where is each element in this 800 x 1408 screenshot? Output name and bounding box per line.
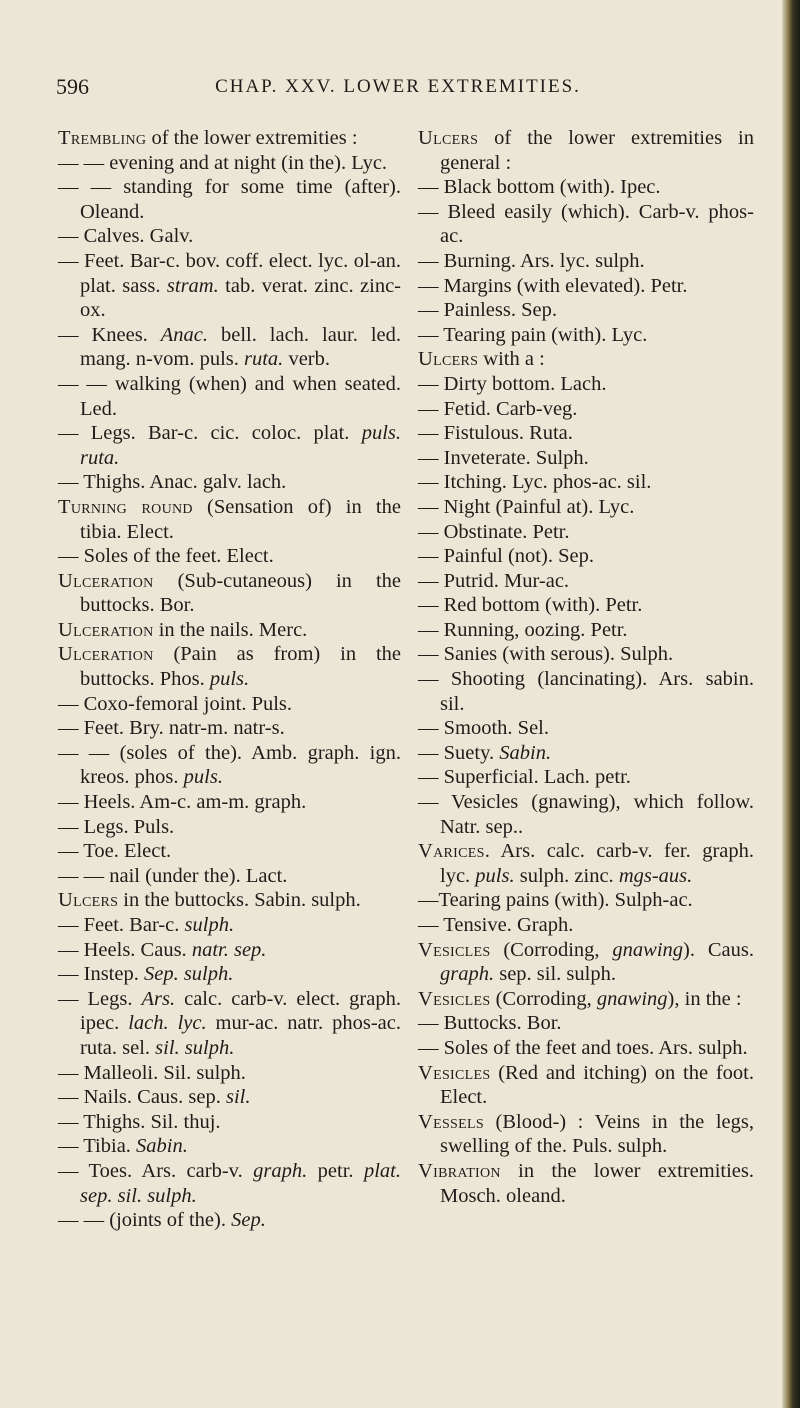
entry-text: — Putrid. Mur-ac. [418, 569, 570, 592]
entry-text: (Corroding, [490, 938, 613, 961]
index-entry [418, 495, 754, 520]
index-entry [58, 618, 401, 643]
entry-text: — Heels. Am-c. am-m. graph. [58, 791, 307, 814]
index-entry [58, 126, 401, 151]
entry-heading: Vesicles [418, 938, 491, 961]
entry-italic: natr. sep. [191, 938, 267, 961]
entry-text: verb. [283, 348, 330, 371]
entry-text: — Soles of the feet. Elect. [58, 545, 274, 568]
index-entry [58, 323, 401, 372]
entry-italic: Sabin. [136, 1135, 188, 1158]
page-edge-shadow [782, 0, 800, 1408]
index-entry [418, 274, 754, 299]
entry-text: — Vesicles (gnawing), which follow. Natr. sep.. [418, 791, 754, 838]
entry-text: — Legs. Puls. [58, 815, 175, 838]
index-entry [58, 938, 401, 963]
entry-text: (Corroding, [490, 987, 597, 1010]
index-entry [58, 987, 401, 1061]
index-entry [58, 962, 401, 987]
index-entry [418, 298, 754, 323]
entry-italic: Sep. sulph. [143, 963, 234, 986]
page-header [48, 72, 748, 112]
entry-heading: Vesicles [418, 987, 491, 1010]
entry-text: — Obstinate. Petr. [418, 520, 570, 543]
index-entry [58, 249, 401, 323]
entry-text: — Feet. Bry. natr-m. natr-s. [58, 717, 285, 740]
entry-text: — Nails. Caus. sep. [58, 1086, 226, 1109]
entry-italic: Anac. [160, 323, 209, 346]
entry-text: of the lower extremities in general : [440, 127, 754, 174]
index-entry [418, 249, 754, 274]
entry-text: of the lower extremities : [146, 127, 358, 149]
index-entry [58, 569, 401, 618]
index-entry [418, 446, 754, 471]
index-entry [58, 864, 401, 889]
entry-text: Ars. calc. carb-v. fer. graph. lyc. [440, 840, 754, 887]
entry-text: — Fetid. Carb-veg. [418, 397, 578, 420]
index-entry [418, 839, 754, 888]
index-entry [58, 692, 401, 717]
entry-italic: ruta. [244, 348, 284, 371]
entry-text: — Feet. Bar-c. [58, 914, 185, 936]
entry-text: in the nails. Merc. [153, 618, 308, 641]
index-entry [418, 175, 754, 200]
index-entry [418, 323, 754, 348]
entry-text: — Thighs. Sil. thuj. [58, 1110, 221, 1133]
entry-text: — Black bottom (with). Ipec. [418, 176, 661, 199]
index-entry [418, 1159, 754, 1208]
entry-text: (Sub-cutaneous) in the buttocks. Bor. [80, 569, 401, 617]
entry-heading: Ulcers [418, 127, 479, 149]
entry-text: (Sensation of) in the tibia. Elect. [80, 495, 401, 543]
entry-text: — Smooth. Sel. [418, 717, 549, 740]
entry-italic: gnawing [596, 987, 668, 1010]
entry-italic: sil. [225, 1086, 251, 1109]
entry-heading: Vibration [418, 1159, 501, 1182]
index-entry [418, 642, 754, 667]
entry-italic: gnawing [612, 938, 684, 961]
index-entry [418, 520, 754, 545]
index-entry [418, 470, 754, 495]
index-entry [418, 1036, 754, 1061]
index-entry [418, 1061, 754, 1110]
entry-text: — Instep. [58, 963, 144, 986]
entry-text: in the lower extremities. Mosch. oleand. [440, 1159, 754, 1207]
entry-text: — Burning. Ars. lyc. sulph. [418, 249, 645, 272]
entry-text: — Suety. [418, 741, 500, 764]
index-entry [58, 642, 401, 691]
index-entry [58, 815, 401, 840]
entry-text: calc. carb-v. elect. graph. ipec. [80, 987, 401, 1035]
entry-text: sulph. zinc. [514, 864, 619, 887]
entry-text: — — standing for some time (after). Oleand. [58, 176, 401, 223]
index-entry [418, 347, 754, 372]
index-entry [58, 421, 401, 470]
index-entry [418, 618, 754, 643]
entry-italic: Sep. [231, 1209, 266, 1232]
entry-italic: mgs-aus. [618, 864, 693, 887]
entry-text: — Legs. Bar-c. cic. coloc. plat. [58, 422, 362, 445]
entry-heading: Turning round [58, 495, 193, 518]
index-entry [418, 1011, 754, 1036]
entry-text: sep. sil. sulph. [494, 963, 616, 986]
entry-heading: Ulceration [58, 643, 154, 666]
entry-italic: sulph. [184, 914, 235, 936]
entry-text: — Soles of the feet and toes. Ars. sulph. [418, 1036, 748, 1059]
entry-text: in the buttocks. Sabin. sulph. [118, 889, 361, 912]
entry-heading: Ulceration [58, 569, 154, 592]
entry-text: — Legs. [58, 987, 142, 1010]
index-entry [418, 765, 754, 790]
index-entry [58, 716, 401, 741]
index-entry [58, 1208, 401, 1233]
entry-text: (Red and itching) on the foot. Elect. [440, 1061, 754, 1109]
entry-text: tab. verat. zinc. zinc-ox. [80, 274, 401, 322]
running-head: CHAP. XXV. LOWER EXTREMITIES. [215, 76, 581, 97]
entry-text: — Itching. Lyc. phos-ac. sil. [418, 471, 652, 494]
entry-text: — Inveterate. Sulph. [418, 446, 589, 469]
index-entry [58, 1134, 401, 1159]
index-entry [58, 1159, 401, 1208]
index-entry [58, 372, 401, 421]
page-number: 596 [56, 74, 89, 99]
entry-text: (Pain as from) in the buttocks. Phos. [80, 643, 401, 691]
entry-text: — Coxo-femoral joint. Puls. [58, 692, 293, 715]
entry-text: — Buttocks. Bor. [418, 1012, 562, 1035]
index-entry [58, 913, 401, 938]
index-entry [58, 151, 401, 176]
index-entry [418, 569, 754, 594]
index-entry [58, 495, 401, 544]
entry-text: — Calves. Galv. [58, 225, 194, 248]
entry-text: — Dirty bottom. Lach. [418, 372, 607, 395]
entry-text: ), in the : [667, 987, 742, 1010]
entry-text: — Heels. Caus. [58, 938, 192, 961]
entry-text: — Fistulous. Ruta. [418, 422, 573, 445]
entry-text: (Blood-) : Veins in the legs, swelling of the. Puls. sulph. [440, 1110, 754, 1158]
entry-italic: lach. lyc. [128, 1012, 207, 1035]
entry-text: — — nail (under the). Lact. [58, 864, 288, 887]
entry-italic: puls. ruta. [80, 422, 401, 469]
entry-text: — Malleoli. Sil. sulph. [58, 1061, 246, 1084]
entry-italic: stram. [166, 274, 219, 297]
index-entry [418, 741, 754, 766]
entry-heading: Vessels [418, 1110, 484, 1133]
entry-text: — Night (Painful at). Lyc. [418, 495, 635, 518]
index-entry [418, 200, 754, 249]
index-entry [58, 1061, 401, 1086]
index-entry [418, 421, 754, 446]
entry-heading: Vesicles [418, 1061, 491, 1084]
entry-text: — Superficial. Lach. petr. [418, 766, 631, 789]
index-entry [418, 1110, 754, 1159]
entry-text: — Thighs. Anac. galv. lach. [58, 471, 287, 494]
index-entry [58, 790, 401, 815]
entry-text: bell. lach. laur. led. mang. n-vom. puls. [80, 323, 401, 371]
entry-heading: Trembling [58, 127, 147, 149]
entry-text: petr. [307, 1159, 364, 1182]
entry-italic: puls. [475, 864, 515, 887]
entry-italic: Sabin. [499, 741, 552, 764]
index-entry [418, 126, 754, 175]
entry-text: — — (soles of the). Amb. graph. ign. kreos. phos. [58, 741, 401, 789]
entry-italic: graph. [440, 963, 495, 986]
index-entry [58, 544, 401, 569]
right-column [418, 126, 754, 1208]
entry-heading: Ulcers [58, 889, 119, 912]
index-entry [418, 938, 754, 987]
index-entry [418, 667, 754, 716]
entry-text: — Painful (not). Sep. [418, 545, 594, 568]
entry-text: — Red bottom (with). Petr. [418, 594, 643, 617]
index-entry [58, 1110, 401, 1135]
entry-text: — Feet. Bar-c. bov. coff. elect. lyc. ol-an. plat. sass. [58, 249, 401, 297]
entry-heading: Ulceration [58, 618, 154, 641]
index-entry [58, 888, 401, 913]
index-entry [418, 372, 754, 397]
index-entry [418, 716, 754, 741]
index-entry [418, 790, 754, 839]
entry-text: — — walking (when) and when seated. Led. [58, 372, 401, 420]
entry-heading: Varices. [418, 840, 491, 863]
index-entry [58, 175, 401, 224]
index-entry [418, 593, 754, 618]
index-entry [58, 224, 401, 249]
index-entry [418, 913, 754, 938]
entry-text: — Tensive. Graph. [418, 914, 574, 936]
entry-text: — Knees. [58, 323, 161, 346]
entry-italic: plat. sep. sil. sulph. [80, 1159, 402, 1207]
entry-text: — Bleed easily (which). Carb-v. phos-ac. [418, 200, 754, 248]
entry-text: — Tearing pain (with). Lyc. [418, 323, 648, 346]
index-entry [418, 888, 754, 913]
entry-italic: puls. [209, 668, 250, 691]
entry-italic: Ars. [141, 987, 176, 1010]
entry-text: — Tibia. [58, 1135, 137, 1158]
index-entry [58, 1085, 401, 1110]
entry-italic: puls. [183, 766, 223, 789]
index-entry [418, 987, 754, 1012]
entry-italic: sil. sulph. [155, 1036, 235, 1059]
index-entry [58, 839, 401, 864]
entry-italic: graph. [253, 1159, 308, 1182]
index-entry [58, 741, 401, 790]
entry-text: — — (joints of the). [58, 1209, 232, 1232]
index-entry [418, 544, 754, 569]
entry-text: — Running, oozing. Petr. [418, 618, 628, 641]
entry-text: mur-ac. natr. phos-ac. ruta. sel. [80, 1012, 401, 1059]
entry-text: — — evening and at night (in the). Lyc. [58, 151, 388, 174]
entry-text: with a : [478, 348, 545, 371]
entry-heading: Ulcers [418, 348, 479, 371]
entry-text: — Toes. Ars. carb-v. [58, 1159, 254, 1182]
entry-text: — Margins (with elevated). Petr. [418, 274, 688, 297]
entry-text: — Sanies (with serous). Sulph. [418, 643, 674, 666]
index-entry [418, 397, 754, 422]
entry-text: ). Caus. [683, 938, 754, 961]
entry-text: — Toe. Elect. [58, 840, 172, 863]
entry-text: — Shooting (lancinating). Ars. sabin. sil. [418, 668, 754, 715]
entry-text: — Painless. Sep. [418, 299, 557, 322]
index-entry [58, 470, 401, 495]
entry-text: —Tearing pains (with). Sulph-ac. [418, 889, 693, 912]
left-column [58, 126, 401, 1233]
